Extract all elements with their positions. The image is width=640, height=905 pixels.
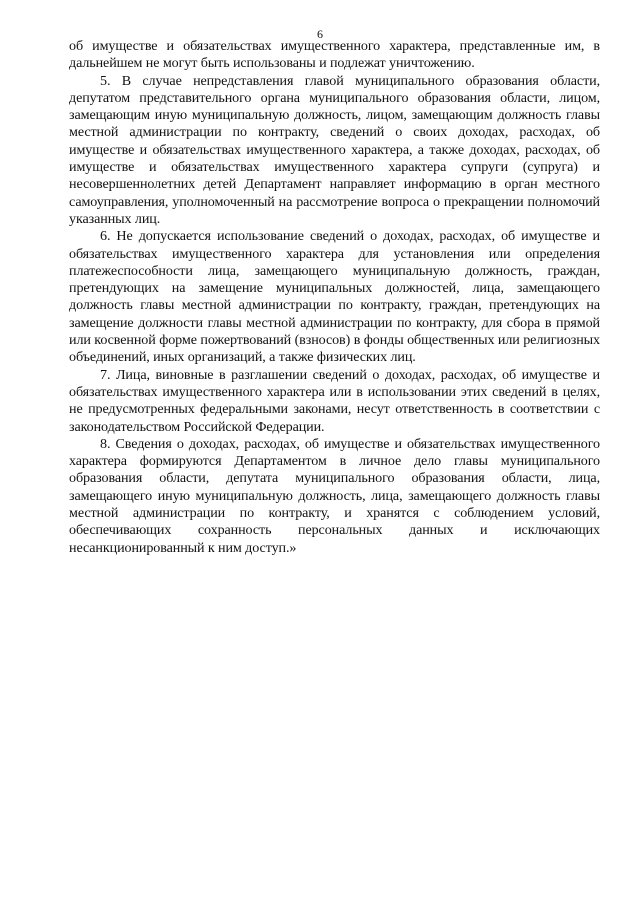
paragraph-8: 8. Сведения о доходах, расходах, об имуществе и обязательствах имущественного характера формируются Департаментом в личное дело главы муниципального образования области, депутата муниципального образования области, лица, замещающего иную муниципальную должность, лица, замещающего должность главы местной администрации по контракту, и хранятся с соблюдением условий, обеспечивающих сохранность персональных данных и исключающих несанкционированный к ним доступ.»: [69, 435, 600, 556]
paragraph-7: 7. Лица, виновные в разглашении сведений о доходах, расходах, об имуществе и обязательствах имущественного характера или в использовании этих сведений в целях, не предусмотренных федеральными законами, несут ответственность в соответствии с законодательством Российской Федерации.: [69, 366, 600, 435]
page-number: 6: [317, 27, 323, 41]
paragraph-6: 6. Не допускается использование сведений о доходах, расходах, об имуществе и обязательствах имущественного характера для установления или определения платежеспособности лица, замещающего муниципальную должность, граждан, претендующих на замещение муниципальных должностей, лица, замещающего должность главы местной администрации по контракту, граждан, претендующих на замещение должности главы местной администрации по контракту, для сбора в прямой или косвенной форме пожертвований (взносов) в фонды общественных или религиозных объединений, иных организаций, а также физических лиц.: [69, 228, 600, 366]
continuation-paragraph: об имуществе и обязательствах имущественного характера, представленные им, в дальнейшем не могут быть использованы и подлежат уничтожению.: [69, 38, 600, 72]
paragraph-5: 5. В случае непредставления главой муниципального образования области, депутатом представительного органа муниципального образования области, лицом, замещающим иную муниципальную должность, лицом, замещающим должность главы местной администрации по контракту, сведений о своих доходах, расходах, об имуществе и обязательствах имущественного характера, а также доходах, расходах, об имуществе и обязательствах имущественного характера супруги (супруга) и несовершеннолетних детей Департамент направляет информацию в орган местного самоуправления, уполномоченный на рассмотрение вопроса о прекращении полномочий указанных лиц.: [69, 72, 600, 227]
document-body: [69, 38, 600, 557]
